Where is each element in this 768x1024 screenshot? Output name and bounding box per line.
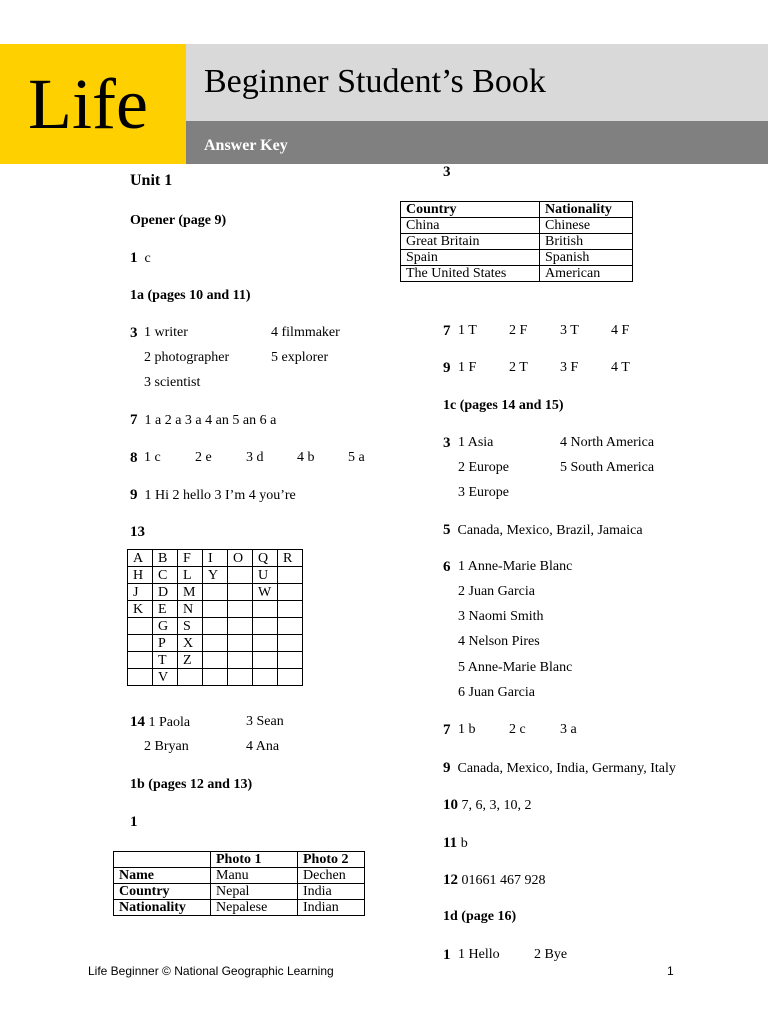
grid-cell: N xyxy=(178,601,203,618)
title-band xyxy=(186,44,768,121)
answer-text: 4 b xyxy=(297,450,315,465)
table-row xyxy=(401,266,633,282)
grid-cell: M xyxy=(178,584,203,601)
grid-cell: X xyxy=(178,635,203,652)
answer-1 xyxy=(130,249,151,268)
table-cell: India xyxy=(298,884,365,900)
grid-cell: Y xyxy=(203,567,228,584)
grid-cell: U xyxy=(253,567,278,584)
answer-text: 3 Sean xyxy=(246,714,284,729)
grid-cell xyxy=(203,652,228,669)
answer-10 xyxy=(443,796,532,815)
section-1d: 1d (page 16) xyxy=(443,909,517,924)
answer-text: Canada, Mexico, Brazil, Jamaica xyxy=(457,523,643,538)
subtitle-band xyxy=(186,121,768,164)
row-label-cell: Nationality xyxy=(114,900,211,916)
table-header-row xyxy=(401,202,633,218)
grid-cell: C xyxy=(153,567,178,584)
answer-text: 3 T xyxy=(560,323,579,338)
question-number: 1 xyxy=(443,947,451,963)
grid-cell xyxy=(228,567,253,584)
question-number: 12 xyxy=(443,872,458,888)
answer-text: Canada, Mexico, India, Germany, Italy xyxy=(457,761,676,776)
answer-text: 01661 467 928 xyxy=(461,873,546,888)
unit-heading: Unit 1 xyxy=(130,172,173,189)
answer-text: 3 Europe xyxy=(458,485,509,500)
table-row xyxy=(114,884,365,900)
table-header-cell xyxy=(114,852,211,868)
table-cell: Dechen xyxy=(298,868,365,884)
question-number: 7 xyxy=(443,722,451,738)
grid-cell: F xyxy=(178,550,203,567)
answer-text: 1 Hi 2 hello 3 I’m 4 you’re xyxy=(144,488,296,503)
answer-text: 3 a xyxy=(560,722,577,737)
answer-14 xyxy=(130,713,190,732)
photo-table xyxy=(113,851,365,916)
answer-text: 4 Nelson Pires xyxy=(458,634,540,649)
answer-text: 4 North America xyxy=(560,435,655,450)
grid-cell: L xyxy=(178,567,203,584)
question-number: 3 xyxy=(443,164,451,180)
grid-cell: D xyxy=(153,584,178,601)
answer-5 xyxy=(443,521,643,540)
table-header-cell: Photo 2 xyxy=(298,852,365,868)
grid-cell xyxy=(228,584,253,601)
answer-text: 1 b xyxy=(458,722,476,737)
question-number: 6 xyxy=(443,559,451,575)
table-header-cell: Country xyxy=(401,202,540,218)
answer-text: 2 photographer xyxy=(144,350,230,365)
grid-row xyxy=(128,635,303,652)
answer-text: 1 Anne-Marie Blanc xyxy=(458,559,573,574)
answer-text: 2 Bryan xyxy=(144,739,189,754)
grid-cell: T xyxy=(153,652,178,669)
answer-12 xyxy=(443,871,546,890)
answer-text: 2 Bye xyxy=(534,947,568,962)
answer-9c xyxy=(443,759,676,778)
grid-row xyxy=(128,669,303,686)
answer-text: b xyxy=(460,836,468,851)
grid-cell: H xyxy=(128,567,153,584)
answer-text: 1 T xyxy=(458,323,477,338)
question-number: 3 xyxy=(443,435,451,451)
answer-text: 4 Ana xyxy=(246,739,280,754)
grid-cell: P xyxy=(153,635,178,652)
grid-cell: V xyxy=(153,669,178,686)
answer-text: 2 Europe xyxy=(458,460,509,475)
grid-cell xyxy=(128,652,153,669)
book-title: Beginner Student’s Book xyxy=(204,63,546,100)
answer-9 xyxy=(130,486,296,505)
grid-cell xyxy=(278,601,303,618)
table-row xyxy=(114,868,365,884)
grid-row xyxy=(128,584,303,601)
table-cell: Great Britain xyxy=(401,234,540,250)
grid-cell xyxy=(228,652,253,669)
question-number: 9 xyxy=(443,760,451,776)
answer-11 xyxy=(443,834,468,853)
answer-text: 7, 6, 3, 10, 2 xyxy=(461,798,532,813)
grid-cell xyxy=(278,618,303,635)
table-row xyxy=(401,234,633,250)
footer-copyright: Life Beginner © National Geographic Learning xyxy=(88,964,334,978)
table-cell: Chinese xyxy=(540,218,633,234)
grid-cell xyxy=(278,635,303,652)
grid-cell: A xyxy=(128,550,153,567)
table-cell: Indian xyxy=(298,900,365,916)
row-label-cell: Country xyxy=(114,884,211,900)
answer-text: 4 filmmaker xyxy=(271,325,340,340)
question-number: 7 xyxy=(130,412,138,428)
section-1b: 1b (pages 12 and 13) xyxy=(130,777,253,792)
table-cell: American xyxy=(540,266,633,282)
grid-cell xyxy=(228,669,253,686)
country-nationality-table xyxy=(400,201,633,282)
question-number: 10 xyxy=(443,797,458,813)
grid-row xyxy=(128,652,303,669)
grid-cell: B xyxy=(153,550,178,567)
logo-text: Life xyxy=(28,64,148,144)
grid-cell xyxy=(178,669,203,686)
grid-cell: E xyxy=(153,601,178,618)
grid-cell xyxy=(128,618,153,635)
question-number: 5 xyxy=(443,522,451,538)
grid-row xyxy=(128,567,303,584)
table-row xyxy=(114,900,365,916)
table-header-row xyxy=(114,852,365,868)
table-cell: Nepalese xyxy=(211,900,298,916)
answer-text: 3 d xyxy=(246,450,264,465)
question-number: 13 xyxy=(130,524,145,540)
answer-text: 1 F xyxy=(458,360,477,375)
answer-text: 3 scientist xyxy=(144,375,201,390)
table-row xyxy=(401,250,633,266)
answer-text: 2 c xyxy=(509,722,526,737)
answer-text: 2 T xyxy=(509,360,528,375)
answer-text: 4 F xyxy=(611,323,630,338)
grid-cell: R xyxy=(278,550,303,567)
answer-text: 5 South America xyxy=(560,460,655,475)
letter-grid xyxy=(127,549,303,686)
table-cell: Nepal xyxy=(211,884,298,900)
grid-cell xyxy=(228,601,253,618)
grid-cell: K xyxy=(128,601,153,618)
answer-text: c xyxy=(144,251,151,266)
question-number: 7 xyxy=(443,323,451,339)
grid-cell xyxy=(203,618,228,635)
grid-cell xyxy=(203,669,228,686)
grid-cell xyxy=(253,652,278,669)
table-cell: China xyxy=(401,218,540,234)
table-cell: The United States xyxy=(401,266,540,282)
answer-text: 4 T xyxy=(611,360,630,375)
answer-text: 3 F xyxy=(560,360,579,375)
section-opener: Opener (page 9) xyxy=(130,213,227,228)
grid-cell: S xyxy=(178,618,203,635)
grid-cell: J xyxy=(128,584,153,601)
answer-text: 2 Juan Garcia xyxy=(458,584,535,599)
grid-cell xyxy=(253,635,278,652)
question-number: 11 xyxy=(443,835,458,851)
answer-text: 3 Naomi Smith xyxy=(458,609,544,624)
grid-cell xyxy=(228,618,253,635)
answer-text: 1 writer xyxy=(144,325,188,340)
grid-cell xyxy=(203,601,228,618)
answer-text: 1 a 2 a 3 a 4 an 5 an 6 a xyxy=(144,413,277,428)
answer-key-label: Answer Key xyxy=(204,137,288,154)
answer-text: 1 c xyxy=(144,450,161,465)
question-number: 9 xyxy=(443,360,451,376)
section-1c: 1c (pages 14 and 15) xyxy=(443,398,564,413)
grid-row xyxy=(128,550,303,567)
grid-cell xyxy=(128,635,153,652)
answer-text: 1 Paola xyxy=(148,715,191,730)
row-label-cell: Name xyxy=(114,868,211,884)
grid-row xyxy=(128,601,303,618)
table-cell: Spain xyxy=(401,250,540,266)
answer-text: 1 Hello xyxy=(458,947,500,962)
table-header-cell: Photo 1 xyxy=(211,852,298,868)
table-cell: Spanish xyxy=(540,250,633,266)
question-number: 9 xyxy=(130,487,138,503)
grid-cell xyxy=(278,584,303,601)
answer-text: 6 Juan Garcia xyxy=(458,685,535,700)
answer-text: 2 F xyxy=(509,323,528,338)
grid-cell xyxy=(203,635,228,652)
table-cell: Manu xyxy=(211,868,298,884)
logo-block xyxy=(0,44,186,164)
grid-cell: W xyxy=(253,584,278,601)
grid-cell xyxy=(228,635,253,652)
table-row xyxy=(401,218,633,234)
answer-text: 5 Anne-Marie Blanc xyxy=(458,660,573,675)
grid-cell xyxy=(278,669,303,686)
answer-text: 5 explorer xyxy=(271,350,329,365)
question-number: 1 xyxy=(130,814,138,830)
question-number: 3 xyxy=(130,325,138,341)
grid-cell: O xyxy=(228,550,253,567)
grid-cell xyxy=(278,567,303,584)
grid-cell xyxy=(203,584,228,601)
page-number: 1 xyxy=(667,964,674,978)
grid-cell: Z xyxy=(178,652,203,669)
answer-text: 5 a xyxy=(348,450,365,465)
table-cell: British xyxy=(540,234,633,250)
grid-cell xyxy=(253,618,278,635)
question-number: 1 xyxy=(130,250,138,266)
table-header-cell: Nationality xyxy=(540,202,633,218)
grid-cell: Q xyxy=(253,550,278,567)
answer-text: 1 Asia xyxy=(458,435,494,450)
question-number: 14 xyxy=(130,714,145,730)
grid-cell xyxy=(253,601,278,618)
grid-cell xyxy=(253,669,278,686)
grid-cell xyxy=(278,652,303,669)
grid-row xyxy=(128,618,303,635)
question-number: 8 xyxy=(130,450,138,466)
grid-cell: G xyxy=(153,618,178,635)
grid-cell xyxy=(128,669,153,686)
section-1a: 1a (pages 10 and 11) xyxy=(130,288,251,303)
answer-7 xyxy=(130,411,276,430)
answer-text: 2 e xyxy=(195,450,212,465)
grid-cell: I xyxy=(203,550,228,567)
